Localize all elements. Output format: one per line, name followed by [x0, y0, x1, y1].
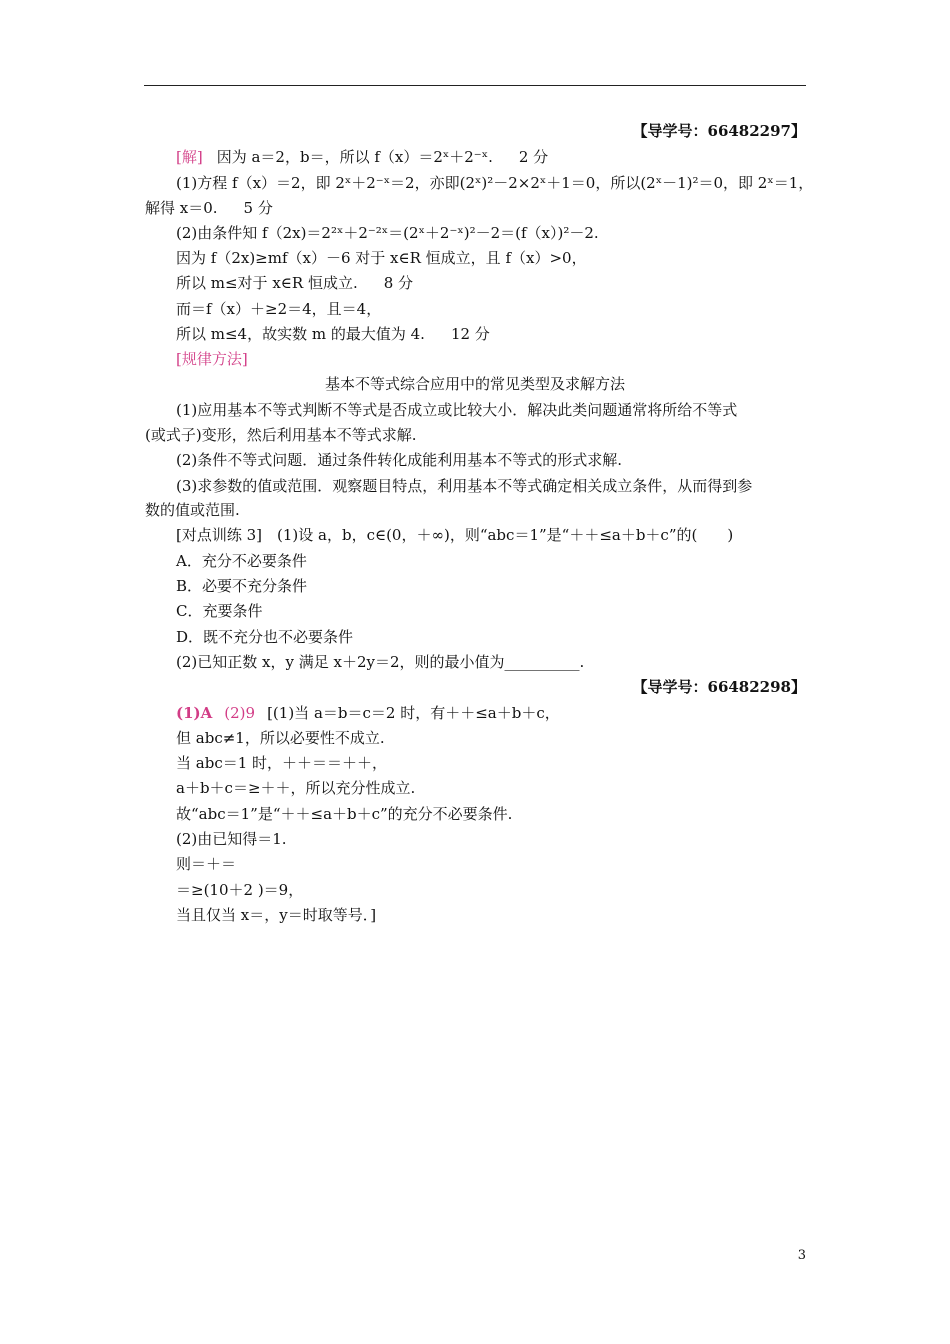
answer-line-6: (2)由已知得＝1. — [176, 830, 287, 848]
solution-line-3 — [145, 198, 273, 218]
solution-line-6 — [176, 273, 413, 293]
score-8: 8 分 — [383, 274, 414, 292]
answer-line-8: ＝≥(10＋2 )＝9， — [176, 881, 304, 899]
exercise-question-2: (2)已知正数 x，y 满足 x＋2y＝2，则的最小值为__________. — [176, 653, 585, 671]
method-p1b: (或式子)变形，然后利用基本不等式求解. — [145, 426, 417, 444]
solution-line-2: (1)方程 f（x）＝2，即 2ˣ＋2⁻ˣ＝2，亦即(2ˣ)²－2×2ˣ＋1＝0，所以(2ˣ－1)²＝0，即 2ˣ＝1， — [176, 174, 814, 192]
guide-number-1: 【导学号：66482297】 — [632, 122, 806, 140]
solution-text-6: 所以 m≤对于 x∈R 恒成立. — [176, 274, 358, 292]
solution-tag: [解] — [176, 148, 203, 166]
answer-2: (2)9 — [224, 704, 256, 722]
answer-1: (1)A — [176, 704, 213, 722]
guide-number-2: 【导学号：66482298】 — [632, 678, 806, 696]
solution-line-1 — [176, 147, 548, 167]
page-number: 3 — [797, 1248, 806, 1263]
answer-line-4: a＋b＋c＝≥＋＋，所以充分性成立. — [176, 779, 416, 797]
answer-line-3: 当 abc＝1 时，＋＋＝＝＋＋， — [176, 754, 388, 772]
solution-text-1: 因为 a＝2，b＝，所以 f（x）＝2ˣ＋2⁻ˣ. — [216, 148, 493, 166]
solution-text-8: 所以 m≤4，故实数 m 的最大值为 4. — [176, 325, 425, 343]
solution-line-5: 因为 f（2x)≥mf（x）－6 对于 x∈R 恒成立，且 f（x）>0， — [176, 249, 587, 267]
solution-line-7: 而＝f（x）＋≥2＝4，且＝4， — [176, 300, 382, 318]
option-d: D．既不充分也不必要条件 — [176, 628, 354, 646]
exercise-question-1: [对点训练 3] (1)设 a，b，c∈(0，＋∞)，则“abc＝1”是“＋＋≤a＋b＋c”的( ) — [176, 526, 734, 544]
answer-line-7: 则＝＋＝ — [176, 855, 237, 873]
answer-text-1: [(1)当 a＝b＝c＝2 时，有＋＋≤a＋b＋c， — [267, 704, 560, 722]
header-rule — [144, 85, 806, 86]
option-b: B．必要不充分条件 — [176, 577, 308, 595]
answer-line-2: 但 abc≠1，所以必要性不成立. — [176, 729, 385, 747]
solution-text-3: 解得 x＝0. — [145, 199, 218, 217]
option-c: C．充要条件 — [176, 602, 263, 620]
answer-line-5: 故“abc＝1”是“＋＋≤a＋b＋c”的充分不必要条件. — [176, 805, 513, 823]
method-p2: (2)条件不等式问题．通过条件转化成能利用基本不等式的形式求解. — [176, 451, 623, 469]
method-tag: [规律方法] — [176, 350, 248, 368]
method-p3a: (3)求参数的值或范围．观察题目特点，利用基本不等式确定相关成立条件，从而得到参 — [176, 477, 753, 495]
method-title: 基本不等式综合应用中的常见类型及求解方法 — [324, 375, 625, 393]
solution-line-4: (2)由条件知 f（2x)＝2²ˣ＋2⁻²ˣ＝(2ˣ＋2⁻ˣ)²－2＝(f（x）)²－2. — [176, 224, 599, 242]
option-a: A．充分不必要条件 — [176, 552, 307, 570]
score-5: 5 分 — [243, 199, 273, 217]
method-p3b: 数的值或范围. — [145, 501, 240, 519]
answer-line-9: 当且仅当 x＝，y＝时取等号．] — [176, 906, 377, 924]
solution-line-8 — [176, 324, 490, 344]
method-p1a: (1)应用基本不等式判断不等式是否成立或比较大小．解决此类问题通常将所给不等式 — [176, 401, 738, 419]
answer-line-1 — [176, 703, 560, 723]
score-12: 12 分 — [450, 325, 490, 343]
score-2: 2 分 — [518, 148, 549, 166]
